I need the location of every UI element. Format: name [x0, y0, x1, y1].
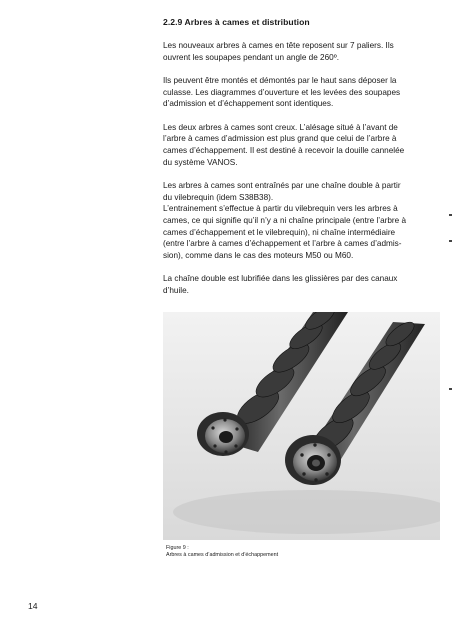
text-line: Les nouveaux arbres à cames en tête reposent sur 7 paliers. Ils — [163, 41, 394, 50]
paragraph-bearings — [163, 40, 448, 63]
text-line: cames d’échappement et le vilebrequin), ni chaîne intermédiaire — [163, 227, 396, 237]
camshafts-photo — [163, 312, 440, 540]
paragraph-lubrication — [163, 273, 448, 296]
text-line: cames, ce qui signifie qu’il n’y a ni chaîne principale (entre l’arbre à — [163, 215, 407, 225]
text-line: Les deux arbres à cames sont creux. L’alésage situé à l’avant de — [163, 122, 398, 132]
scan-edge-mark — [449, 240, 452, 242]
text-line: culasse. Les diagrammes d’ouverture et les levées des soupapes — [163, 87, 401, 97]
text-line: d’huile. — [163, 285, 189, 295]
text-line: La chaîne double est lubrifiée dans les glissières par des canaux — [163, 274, 398, 284]
paragraph-chain-drive — [163, 180, 448, 262]
scan-edge-mark — [449, 388, 452, 390]
text-line: l’arbre à cames d’admission est plus grand que celui de l’arbre à — [163, 134, 397, 144]
page-number: 14 — [28, 601, 38, 611]
text-line: (entre l’arbre à cames d’échappement et l’arbre à cames d’admis- — [163, 239, 402, 249]
paragraph-hollow-shafts — [163, 122, 448, 169]
text-line: du vilebrequin (idem S38B38). — [163, 192, 274, 202]
text-line: d’admission et d’échappement sont identiques. — [163, 99, 334, 109]
text-line: cames d’échappement. Il est destiné à recevoir la douille cannelée — [163, 145, 405, 155]
text-line: sion), comme dans le cas des moteurs M50 ou M60. — [163, 251, 354, 261]
text-line: Les arbres à cames sont entraînés par une chaîne double à partir — [163, 180, 401, 190]
scan-edge-mark — [449, 214, 452, 216]
body-text — [163, 40, 448, 308]
caption-line: Figure 9 : — [166, 545, 189, 551]
text-line: Ils peuvent être montés et démontés par le haut sans déposer la — [163, 75, 397, 85]
text-line: du système VANOS. — [163, 157, 238, 167]
text-line: ouvrent les soupapes pendant un angle de 260º. — [163, 52, 339, 62]
paragraph-mounting — [163, 75, 448, 110]
text-line: L’entrainement s’effectue à partir du vilebrequin vers les arbres à — [163, 204, 398, 214]
figure-caption — [166, 545, 278, 559]
caption-line: Arbres à cames d’admission et d’échappement — [166, 551, 279, 558]
section-heading: 2.2.9 Arbres à cames et distribution — [163, 17, 310, 27]
